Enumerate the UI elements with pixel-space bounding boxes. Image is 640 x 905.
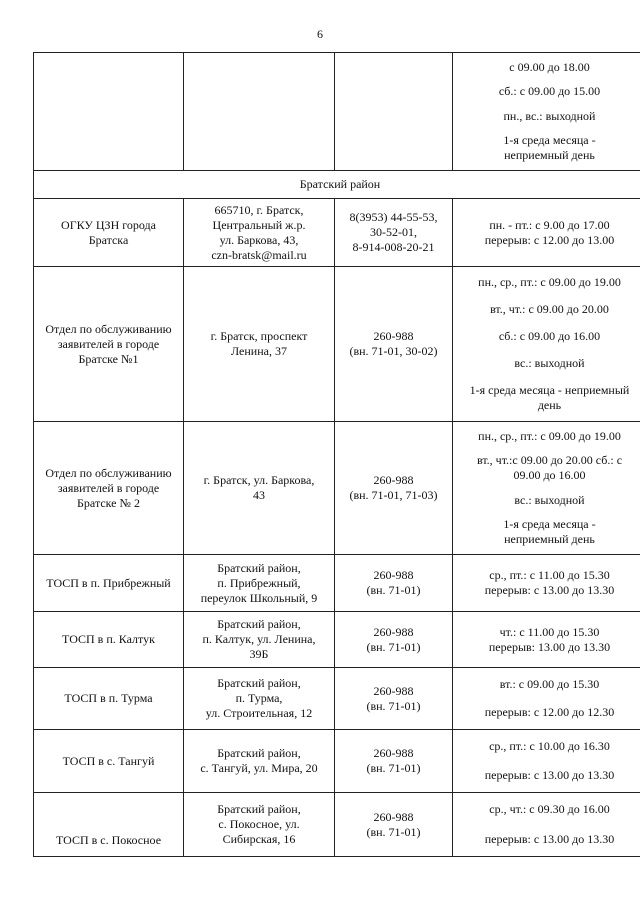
hours-cell <box>453 422 640 555</box>
office-address: г. Братск, проспект Ленина, 37 <box>184 267 335 422</box>
table-row <box>34 612 640 668</box>
hours-line: перерыв: с 12.00 до 12.30 <box>484 705 615 720</box>
hours-line: сб.: с 09.00 до 16.00 <box>498 329 601 343</box>
empty-cell <box>34 53 184 171</box>
office-phone: 260-988 (вн. 71-01) <box>335 730 453 793</box>
office-address: 665710, г. Братск, Центральный ж.р. ул. Баркова, 43, czn-bratsk@mail.ru <box>184 199 335 267</box>
office-address: Братский район, п. Турма, ул. Строительная, 12 <box>184 668 335 730</box>
office-name: Отдел по обслуживанию заявителей в городе Братске № 2 <box>34 422 184 555</box>
office-phone: 260-988 (вн. 71-01, 30-02) <box>335 267 453 422</box>
section-title: Братский район <box>34 171 640 199</box>
hours-cell <box>453 668 640 730</box>
empty-cell <box>184 53 335 171</box>
office-phone: 260-988 (вн. 71-01) <box>335 612 453 668</box>
hours-cell <box>453 267 640 422</box>
table-row <box>34 730 640 793</box>
office-phone: 260-988 (вн. 71-01, 71-03) <box>335 422 453 555</box>
office-name: ТОСП в п. Прибрежный <box>34 555 184 612</box>
office-name: ОГКУ ЦЗН города Братска <box>34 199 184 267</box>
hours-line: пн., ср., пт.: с 09.00 до 19.00 <box>478 428 621 443</box>
hours-line: с 09.00 до 18.00 <box>509 59 590 74</box>
office-address: Братский район, п. Прибрежный, переулок Школьный, 9 <box>184 555 335 612</box>
hours-line: вт., чт.:с 09.00 до 20.00 сб.: с 09.00 до 16.00 <box>476 453 623 483</box>
office-phone: 260-988 (вн. 71-01) <box>335 555 453 612</box>
office-hours: чт.: с 11.00 до 15.30 перерыв: 13.00 до 13.30 <box>453 612 640 668</box>
office-name: Отдел по обслуживанию заявителей в городе Братске №1 <box>34 267 184 422</box>
table-row <box>34 53 640 171</box>
office-address: Братский район, с. Покосное, ул. Сибирская, 16 <box>184 793 335 857</box>
hours-line: вс.: выходной <box>514 356 585 370</box>
table-row <box>34 555 640 612</box>
office-name: ТОСП в п. Турма <box>34 668 184 730</box>
table-row <box>34 267 640 422</box>
hours-line: ср., пт.: с 10.00 до 16.30 <box>489 739 610 753</box>
hours-cell <box>453 53 640 171</box>
office-phone: 260-988 (вн. 71-01) <box>335 793 453 857</box>
hours-cell <box>453 793 640 857</box>
hours-line: 1-я среда месяца - неприемный день <box>503 133 596 163</box>
table-row <box>34 668 640 730</box>
hours-line: сб.: с 09.00 до 15.00 <box>498 84 601 99</box>
hours-line: 1-я среда месяца - неприемный день <box>469 383 630 412</box>
office-name: ТОСП в с. Покосное <box>34 793 184 857</box>
hours-line: вт., чт.: с 09.00 до 20.00 <box>490 302 609 316</box>
hours-cell <box>453 730 640 793</box>
hours-line: перерыв: с 13.00 до 13.30 <box>484 831 615 846</box>
hours-line: перерыв: с 13.00 до 13.30 <box>484 768 615 782</box>
table-row <box>34 199 640 267</box>
office-name: ТОСП в с. Тангуй <box>34 730 184 793</box>
office-phone: 260-988 (вн. 71-01) <box>335 668 453 730</box>
section-row <box>34 171 640 199</box>
hours-line: пн., ср., пт.: с 09.00 до 19.00 <box>478 275 621 289</box>
hours-line: 1-я среда месяца - неприемный день <box>503 517 596 547</box>
table-row <box>34 793 640 857</box>
empty-cell <box>335 53 453 171</box>
hours-line: вс.: выходной <box>514 492 585 507</box>
office-name: ТОСП в п. Калтук <box>34 612 184 668</box>
hours-line: ср., чт.: с 09.30 до 16.00 <box>489 802 610 817</box>
offices-table <box>33 52 640 857</box>
office-hours: ср., пт.: с 11.00 до 15.30 перерыв: с 13.00 до 13.30 <box>453 555 640 612</box>
hours-line: вт.: с 09.00 до 15.30 <box>499 676 600 691</box>
office-address: г. Братск, ул. Баркова, 43 <box>184 422 335 555</box>
hours-line: пн., вс.: выходной <box>503 108 596 123</box>
office-address: Братский район, п. Калтук, ул. Ленина, 39Б <box>184 612 335 668</box>
page-number: 6 <box>317 27 323 41</box>
office-address: Братский район, с. Тангуй, ул. Мира, 20 <box>184 730 335 793</box>
office-hours: пн. - пт.: с 9.00 до 17.00 перерыв: с 12.00 до 13.00 <box>453 199 640 267</box>
table-row <box>34 422 640 555</box>
office-phone: 8(3953) 44-55-53, 30-52-01, 8-914-008-20-21 <box>335 199 453 267</box>
